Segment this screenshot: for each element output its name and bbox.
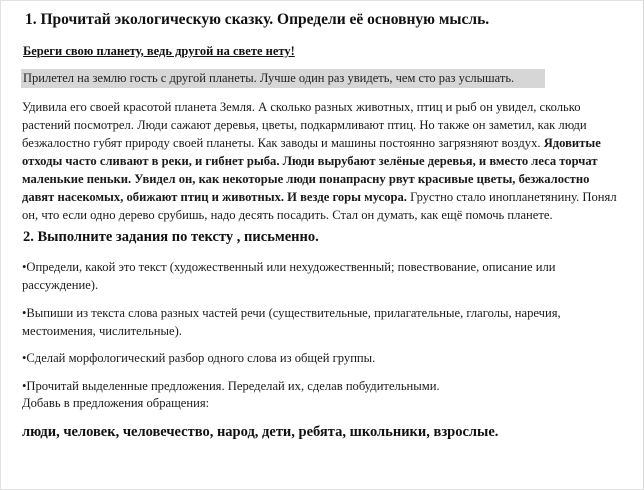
story-bold-sentences: Ядовитые отходы часто сливают в реки, и гибнет рыба. Люди вырубают зелёные деревья, и вместо леса торчат маленькие пеньки. Увидел он, как некоторые люди понапрасну рвут красивые цветы, безжалостно давят насекомых, обижают птиц и животных. И везде горы мусора. bbox=[22, 136, 601, 204]
story-paragraph bbox=[22, 98, 622, 224]
task-item-address: Добавь в предложения обращения: bbox=[22, 396, 210, 410]
task-item-text-type: •Определи, какой это текст (художественный или нехудожественный; повествование, описание или рассуждение). bbox=[22, 260, 556, 292]
task-item-parts-of-speech: •Выпиши из текста слова разных частей речи (существительные, прилагательные, глаголы, наречия, местоимения, числительные). bbox=[22, 306, 561, 338]
highlighted-sentence-text: Прилетел на землю гость с другой планеты. Лучше один раз увидеть, чем сто раз услышать. bbox=[23, 71, 515, 85]
highlighted-sentence bbox=[21, 69, 545, 88]
address-words-list: люди, человек, человечество, народ, дети, ребята, школьники, взрослые. bbox=[22, 424, 499, 440]
task2-heading: 2. Выполните задания по тексту , письменно. bbox=[23, 229, 319, 245]
story-text-end: Грустно стало инопланетянину. Понял он, что если одно дерево срубишь, надо десять посадить. Стал он думать, как ещё помочь планете. bbox=[22, 190, 617, 222]
story-slogan: Береги свою планету, ведь другой на свете нету! bbox=[23, 44, 295, 58]
task1-heading: 1. Прочитай экологическую сказку. Определи её основную мысль. bbox=[25, 11, 490, 28]
task-item-morphology: •Сделай морфологический разбор одного слова из общей группы. bbox=[22, 351, 376, 365]
story-text-start: Удивила его своей красотой планета Земля. А сколько разных животных, птиц и рыб он увидел, сколько растений посмотрел. Люди сажают деревья, цветы, подкармливают птиц. Но также он заметил, как люди безжалостно губят природу своей планеты. Как заводы и машины постоянно загрязняют воздух. bbox=[22, 100, 587, 150]
task-item-imperative: •Прочитай выделенные предложения. Переделай их, сделав побудительными. bbox=[22, 379, 440, 393]
